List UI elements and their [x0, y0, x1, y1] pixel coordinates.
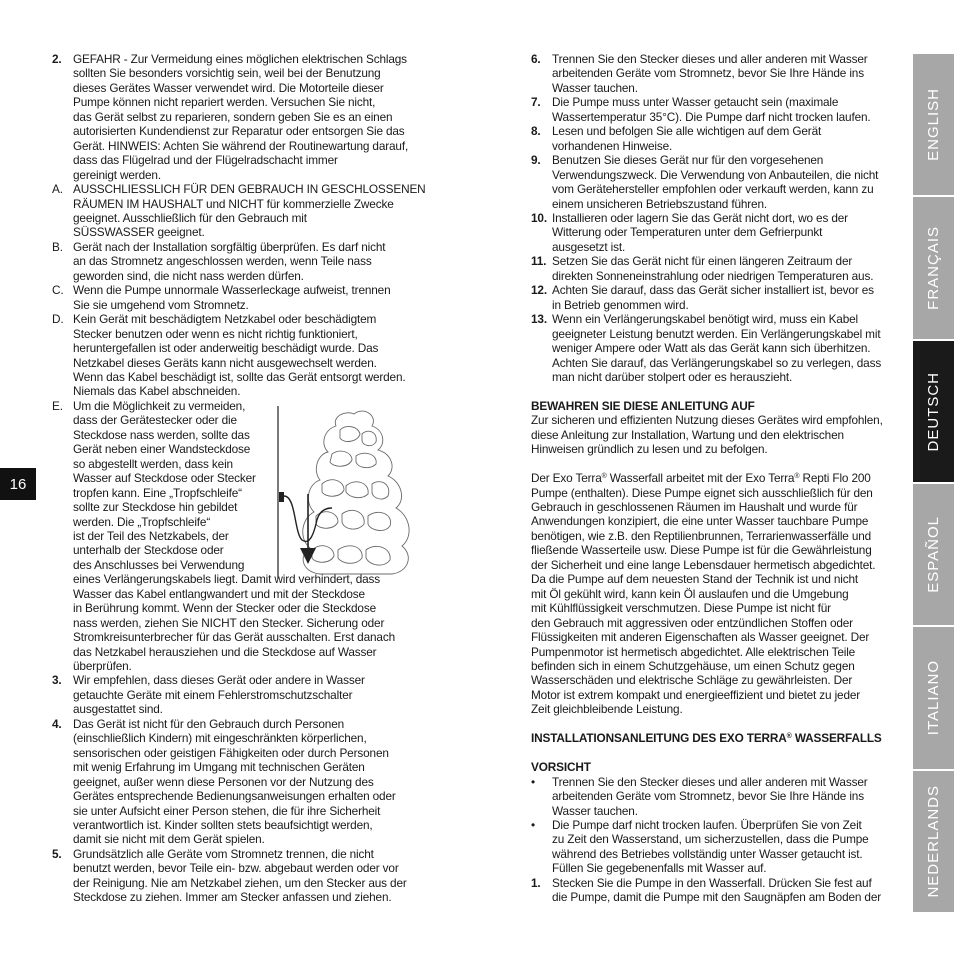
item-number: 10.: [531, 210, 547, 225]
text-line: dass das Flügelrad und der Flügelradschacht immer: [73, 153, 338, 168]
language-tab-deutsch[interactable]: [913, 341, 954, 482]
item-number: E.: [52, 398, 63, 413]
text-line: mit wenig Erfahrung im Umgang mit technischen Geräten: [73, 760, 365, 775]
text-line: geeigneter Leistung benutzt werden. Ein Verlängerungskabel mit: [552, 326, 881, 341]
safety-item: [52, 52, 424, 182]
safety-item: [52, 717, 424, 847]
text-line: Da die Pumpe auf dem neuesten Stand der Technik ist und nicht: [531, 572, 859, 587]
item-text: [73, 283, 424, 312]
text-line: in Berührung kommt. Wenn der Stecker oder die Steckdose: [73, 601, 376, 616]
text-line: vorhandenen Hinweise.: [552, 138, 673, 153]
text-line: SÜSSWASSER geeignet.: [73, 225, 205, 240]
item-text: [73, 52, 424, 182]
text-line: werden. Die „Tropfschleife“: [73, 514, 211, 529]
text-line: unterhalb der Steckdose oder: [73, 543, 224, 558]
keep-instructions-text: [531, 413, 901, 456]
text-line: autorisierten Kundendienst zur Reparatur oder entsorgen Sie das: [73, 124, 405, 139]
safety-list-continued: [531, 52, 901, 384]
text-line: Trennen Sie den Stecker dieses und aller anderen mit Wasser: [552, 52, 868, 66]
text-line: diese Anleitung zur Installation, Wartung und den elektrischen: [531, 427, 844, 442]
text-line: Steckdose nass werden, sollte das: [73, 427, 250, 442]
text-line: nass werden, ziehen Sie NICHT den Stecker. Sicherung oder: [73, 615, 385, 630]
text-line: Grundsätzlich alle Geräte vom Stromnetz trennen, die nicht: [73, 846, 374, 861]
text-line: benutzt werden, bevor Teile ein- bzw. abgebaut werden oder vor: [73, 861, 399, 876]
text-line: weniger Ampere oder Watt als das Gerät kann sich überhitzen.: [552, 341, 871, 356]
caution-bullet: [531, 818, 901, 876]
item-text: [552, 312, 901, 384]
item-number: A.: [52, 182, 63, 197]
language-tab-label: FRANÇAIS: [925, 226, 942, 310]
text-line: Hinweisen gründlich zu lesen und zu befolgen.: [531, 442, 768, 457]
item-number: •: [531, 817, 535, 832]
language-tab-français[interactable]: [913, 197, 954, 338]
text-line: den Gebrauch mit aggressiven oder entzündlichen Stoffen oder: [531, 615, 853, 630]
text-line: mit Kühlflüssigkeit verschmutzen. Diese Pumpe ist nicht für: [531, 601, 831, 616]
item-number: 2.: [52, 52, 62, 66]
text-line: vom Gerätehersteller empfohlen oder verkauft werden, kann zu: [552, 182, 874, 197]
text-line: ausgestattet sind.: [73, 702, 163, 717]
caution-list: [531, 775, 901, 876]
text-line: GEFAHR - Zur Vermeidung eines möglichen elektrischen Schlags: [73, 52, 407, 66]
item-text: [552, 153, 901, 211]
item-number: 6.: [531, 52, 541, 66]
text-line: das Gerät selbst zu reparieren, sondern geben Sie es an einen: [73, 109, 393, 124]
item-text: [552, 775, 901, 818]
item-text: [552, 876, 901, 905]
safety-item: [52, 847, 424, 905]
text-line: zu Zeit den Wasserstand, um sicherzustellen, dass die Pumpe: [552, 832, 869, 847]
text-line: Zeit gleichbleibende Leistung.: [531, 702, 683, 717]
item-text: [552, 124, 901, 153]
text-line: die Pumpe, damit die Pumpe mit den Saugnäpfen am Boden der: [552, 890, 882, 905]
pump-description: [531, 486, 901, 717]
text-line: Verwendungszweck. Die Verwendung von Anbauteilen, die nicht: [552, 167, 879, 182]
text-line: Wenn die Pumpe unnormale Wasserleckage aufweist, trennen: [73, 283, 391, 298]
item-text: [552, 52, 901, 95]
text-line: Wasserschäden und elektrische Schläge zu gewährleisten. Der: [531, 673, 853, 688]
text-line: sensorischen oder geistigen Fähigkeiten oder durch Personen: [73, 745, 389, 760]
text-line: tropfen kann. Eine „Tropfschleife“: [73, 485, 242, 500]
text-line: sie unter Aufsicht einer Person stehen, die für ihre Sicherheit: [73, 803, 381, 818]
language-tab-label: ESPAÑOL: [925, 516, 942, 594]
text-line: Stecker benutzen oder wenn es nicht richtig funktioniert,: [73, 326, 358, 341]
text-line: in Betrieb genommen wird.: [552, 297, 689, 312]
text-line: Niemals das Kabel abschneiden.: [73, 384, 241, 399]
text-line: Wassertemperatur 35°C). Die Pumpe darf nicht trocken laufen.: [552, 109, 871, 124]
safety-item: [531, 312, 901, 384]
language-tab-italiano[interactable]: [913, 627, 954, 768]
item-text: [73, 240, 424, 283]
text-line: Setzen Sie das Gerät nicht für einen längeren Zeitraum der: [552, 254, 853, 269]
text-line: Wasser tauchen.: [552, 80, 638, 95]
installation-step: [531, 876, 901, 905]
language-tab-label: ENGLISH: [925, 88, 942, 162]
text-line: Gebrauch in geschlossenen Räumen im Haushalt und wurde für: [531, 500, 858, 515]
text-line: Achten Sie darauf, dass das Gerät sicher installiert ist, bevor es: [552, 283, 874, 298]
text-line: Achten Sie darauf, das Verlängerungskabel so zu verlegen, dass: [552, 355, 882, 370]
language-tab-english[interactable]: [913, 54, 954, 195]
language-tab-label: ITALIANO: [925, 660, 942, 736]
language-tab-nederlands[interactable]: [913, 771, 954, 912]
text-line: mit Öl gekühlt wird, kann kein Öl auslaufen und die Umgebung: [531, 586, 849, 601]
text-line: eines Verlängerungskabels liegt. Damit wird verhindert, dass: [73, 572, 381, 587]
text-line: damit sie nicht mit dem Gerät spielen.: [73, 832, 265, 847]
text-line: Gerät. HINWEIS: Achten Sie während der Routinewartung darauf,: [73, 138, 409, 153]
safety-item: [531, 52, 901, 95]
text-line: arbeitenden Geräte vom Stromnetz, bevor Sie Ihre Hände ins: [552, 789, 864, 804]
keep-instructions-heading: BEWAHREN SIE DIESE ANLEITUNG AUF: [531, 398, 755, 413]
text-line: Gerätes entsprechende Bedienungsanweisungen erhalten oder: [73, 789, 396, 804]
text-line: Die Pumpe darf nicht trocken laufen. Überprüfen Sie von Zeit: [552, 817, 862, 832]
safety-item: [531, 283, 901, 312]
text-line: AUSSCHLIESSLICH FÜR DEN GEBRAUCH IN GESCHLOSSENEN: [73, 182, 426, 197]
text-line: Gerät nach der Installation sorgfältig überprüfen. Es darf nicht: [73, 239, 386, 254]
item-number: 13.: [531, 312, 547, 327]
text-line: Wasser auf Steckdose oder Stecker: [73, 471, 256, 486]
text-line: überprüfen.: [73, 659, 132, 674]
text-line: ist der Teil des Netzkabels, der: [73, 528, 229, 543]
text-line: Stromkreisunterbrecher für das Gerät ausschalten. Erst danach: [73, 630, 395, 645]
safety-item: [531, 211, 901, 254]
text-line: Gerät neben einer Wandsteckdose: [73, 442, 251, 457]
text-line: verantwortlich ist. Kinder sollten stets beaufsichtigt werden,: [73, 818, 373, 833]
text-line: man nicht darüber stolpert oder es herauszieht.: [552, 369, 793, 384]
item-number: 12.: [531, 283, 547, 298]
text-line: Wasser tauchen.: [552, 803, 638, 818]
text-line: Wir empfehlen, dass dieses Gerät oder andere in Wasser: [73, 673, 365, 688]
installation-heading: INSTALLATIONSANLEITUNG DES EXO TERRA® WASSERFALLS: [531, 731, 882, 746]
text-line: Wenn ein Verlängerungskabel benötigt wird, muss ein Kabel: [552, 312, 859, 327]
text-line: getauchte Geräte mit einem Fehlerstromschutzschalter: [73, 687, 353, 702]
safety-item: [52, 399, 424, 674]
text-line: Sie sie umgehend vom Stromnetz.: [73, 297, 249, 312]
text-line: Füllen Sie gegebenenfalls mit Wasser auf.: [552, 861, 767, 876]
safety-item: [52, 182, 424, 240]
language-tab-label: NEDERLANDS: [925, 785, 942, 898]
text-line: das Netzkabel herausziehen und die Steckdose auf Wasser: [73, 644, 377, 659]
item-text: [73, 399, 424, 674]
text-line: gereinigt werden.: [73, 167, 161, 182]
item-text: [552, 254, 901, 283]
text-line: sollten Sie besonders vorsichtig sein, weil bei der Benutzung: [73, 66, 381, 81]
text-line: Wenn das Kabel beschädigt ist, sollte das Gerät entsorgt werden.: [73, 369, 406, 384]
item-text: [73, 673, 424, 716]
text-line: geworden sind, die nicht nass werden dürfen.: [73, 268, 304, 283]
text-line: Installieren oder lagern Sie das Gerät nicht dort, wo es der: [552, 210, 848, 225]
text-line: einem unsicheren Betriebszustand führen.: [552, 196, 767, 211]
item-number: 1.: [531, 875, 541, 890]
text-line: Pumpe (enthalten). Diese Pumpe eignet sich ausschließlich für den: [531, 485, 873, 500]
text-line: arbeitenden Geräte vom Stromnetz, bevor Sie Ihre Hände ins: [552, 66, 864, 81]
item-number: 11.: [531, 254, 547, 269]
text-line: Flüssigkeiten mit anderen Eigenschaften als Wasser geeignet. Der: [531, 630, 870, 645]
safety-item: [531, 254, 901, 283]
text-line: Wasser das Kabel entlangwandert und mit der Steckdose: [73, 586, 365, 601]
item-number: 7.: [531, 95, 541, 110]
safety-item: [531, 153, 901, 211]
text-line: ausgesetzt ist.: [552, 239, 626, 254]
safety-item: [52, 283, 424, 312]
language-tabs: [913, 54, 954, 912]
text-line: Um die Möglichkeit zu vermeiden,: [73, 398, 246, 413]
installation-steps: [531, 876, 901, 905]
text-line: geeignet. Ausschließlich für den Gebrauch mit: [73, 210, 307, 225]
text-line: dass der Gerätestecker oder die: [73, 413, 237, 428]
caution-heading: VORSICHT: [531, 760, 591, 775]
safety-item: [52, 673, 424, 716]
text-line: Pumpe können nicht repariert werden. Versuchen Sie nicht,: [73, 95, 376, 110]
text-line: während des Betriebes vollständig unter Wasser getaucht ist.: [552, 846, 863, 861]
item-number: 9.: [531, 153, 541, 168]
item-number: D.: [52, 312, 64, 327]
item-text: [552, 283, 901, 312]
item-text: [73, 182, 424, 240]
item-text: [552, 211, 901, 254]
text-line: RÄUMEN IM HAUSHALT und NICHT für kommerzielle Zwecke: [73, 196, 394, 211]
safety-item: [52, 240, 424, 283]
item-number: B.: [52, 239, 63, 254]
safety-item: [531, 124, 901, 153]
text-line: der Sicherheit und eine lange Lebensdauer hermetisch abgedichtet.: [531, 557, 876, 572]
text-line: Motor ist extrem kompakt und energieeffizient und bietet zu jeder: [531, 687, 861, 702]
item-text: [552, 95, 901, 124]
language-tab-español[interactable]: [913, 484, 954, 625]
text-line: dieses Gerätes Wasser verwendet wird. Die Motorteile dieser: [73, 80, 384, 95]
text-line: Kein Gerät mit beschädigtem Netzkabel oder beschädigtem: [73, 312, 377, 327]
text-line: Trennen Sie den Stecker dieses und aller anderen mit Wasser: [552, 774, 868, 789]
text-line: des Anschlusses bei Verwendung: [73, 557, 245, 572]
text-line: Steckdose zu ziehen. Immer am Stecker anfassen und ziehen.: [73, 890, 392, 905]
item-text: [73, 717, 424, 847]
safety-item: [531, 95, 901, 124]
item-number: 4.: [52, 716, 62, 731]
language-tab-label: DEUTSCH: [925, 371, 942, 452]
text-line: Pumpenmotor ist hermetisch abgedichtet. Alle elektrischen Teile: [531, 644, 856, 659]
text-line: Benutzen Sie dieses Gerät nur für den vorgesehenen: [552, 153, 824, 168]
text-line: benötigen, wie z.B. den Reptilienbrunnen, Terrarienwasserfälle und: [531, 528, 872, 543]
text-line: Stecken Sie die Pumpe in den Wasserfall. Drücken Sie fest auf: [552, 875, 872, 890]
text-line: Die Pumpe muss unter Wasser getaucht sein (maximale: [552, 95, 839, 110]
right-column: [531, 52, 901, 905]
item-number: C.: [52, 283, 64, 298]
item-number: 8.: [531, 124, 541, 139]
left-column: [52, 52, 424, 905]
text-line: Lesen und befolgen Sie alle wichtigen auf dem Gerät: [552, 124, 822, 139]
item-text: [552, 818, 901, 876]
item-number: 5.: [52, 846, 62, 861]
text-line: Witterung oder Temperaturen unter dem Gefrierpunkt: [552, 225, 823, 240]
text-line: sollte zur Steckdose hin gebildet: [73, 500, 238, 515]
text-line: Netzkabel dieses Geräts kann nicht ausgewechselt werden.: [73, 355, 377, 370]
text-line: an das Stromnetz angeschlossen werden, wenn Teile nass: [73, 254, 372, 269]
text-line: fließende Wasserteile usw. Diese Pumpe ist für die Gewährleistung: [531, 543, 872, 558]
text-line: Zur sicheren und effizienten Nutzung dieses Gerätes wird empfohlen,: [531, 413, 883, 428]
page-number: 16: [0, 468, 36, 500]
text-line: Das Gerät ist nicht für den Gebrauch durch Personen: [73, 716, 345, 731]
text-line: heruntergefallen ist oder anderweitig beschädigt wurde. Das: [73, 341, 379, 356]
safety-item: [52, 312, 424, 399]
text-line: geeignet, außer wenn diese Personen vor der Nutzung des: [73, 774, 374, 789]
text-line: befinden sich in einem Schutzgehäuse, um einen Schutz gegen: [531, 659, 855, 673]
text-line: Anwendungen konzipiert, die eine unter Wasser tauchbare Pumpe: [531, 514, 869, 529]
text-line: direkten Sonneneinstrahlung oder niedrigen Temperaturen aus.: [552, 268, 874, 283]
intro-first-line: Der Exo Terra® Wasserfall arbeitet mit der Exo Terra® Repti Flo 200: [531, 471, 871, 486]
text-line: der Reinigung. Nie am Netzkabel ziehen, um den Stecker aus der: [73, 875, 407, 890]
item-number: •: [531, 774, 535, 789]
text-line: so abgestellt werden, dass kein: [73, 456, 233, 471]
item-text: [73, 312, 424, 399]
item-text: [73, 847, 424, 905]
caution-bullet: [531, 775, 901, 818]
item-number: 3.: [52, 673, 62, 688]
text-line: (einschließlich Kindern) mit eingeschränkten körperlichen,: [73, 731, 367, 746]
